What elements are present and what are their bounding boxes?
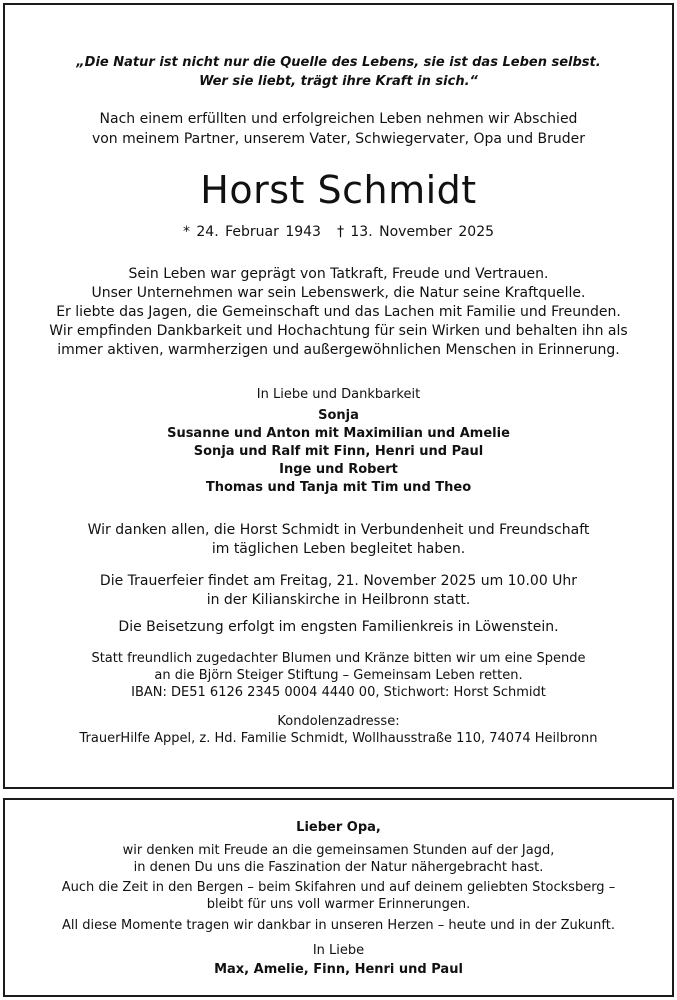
life-dates — [5, 224, 672, 240]
grandchildren-text-line-4: bleibt für uns voll warmer Erinnerungen. — [206, 897, 471, 912]
quote-line-2: Wer sie liebt, trägt ihre Kraft in sich.“ — [199, 74, 478, 89]
grandchildren-text-line-3: Auch die Zeit in den Bergen – beim Skifahren und auf deinem geliebten Stocksberg – — [61, 880, 616, 895]
intro-line-1: Nach einem erfüllten und erfolgreichen Leben nehmen wir Abschied — [99, 111, 578, 127]
donation-line-1: Statt freundlich zugedachter Blumen und Kränze bitten wir um eine Spende — [91, 651, 586, 666]
death-date: † 13. November 2025 — [336, 224, 495, 240]
quote-line-1: „Die Natur ist nicht nur die Quelle des Lebens, sie ist das Leben selbst. — [76, 55, 601, 70]
family-member: Sonja — [318, 408, 359, 423]
family-member: Inge und Robert — [279, 462, 398, 477]
grandchildren-notice — [3, 798, 674, 997]
grandchildren-text-line-2: in denen Du uns die Faszination der Natur nähergebracht hast. — [133, 860, 544, 875]
deceased-name: Horst Schmidt — [200, 168, 477, 212]
donation-line-2: an die Björn Steiger Stiftung – Gemeinsam Leben retten. — [154, 668, 523, 683]
tribute-line-4: Wir empfinden Dankbarkeit und Hochachtung für sein Wirken und behalten ihn als — [49, 323, 628, 339]
grandchildren-signoff: In Liebe — [312, 943, 365, 958]
grandchildren-names: Max, Amelie, Finn, Henri und Paul — [214, 962, 463, 977]
intro-line-2: von meinem Partner, unserem Vater, Schwiegervater, Opa und Bruder — [91, 131, 586, 147]
family-member: Thomas und Tanja mit Tim und Theo — [205, 480, 472, 495]
family-member: Sonja und Ralf mit Finn, Henri und Paul — [193, 444, 484, 459]
tribute-line-2: Unser Unternehmen war sein Lebenswerk, die Natur seine Kraftquelle. — [91, 285, 586, 301]
grandchildren-text-line-5: All diese Momente tragen wir dankbar in unseren Herzen – heute und in der Zukunft. — [62, 918, 615, 933]
obituary-notice — [3, 3, 674, 789]
thanks-line-1: Wir danken allen, die Horst Schmidt in Verbundenheit und Freundschaft — [87, 522, 590, 538]
family-signoff: In Liebe und Dankbarkeit — [256, 387, 421, 402]
tribute-line-1: Sein Leben war geprägt von Tatkraft, Freude und Vertrauen. — [128, 266, 549, 282]
family-member: Susanne und Anton mit Maximilian und Amelie — [167, 426, 510, 441]
tribute-line-3: Er liebte das Jagen, die Gemeinschaft und das Lachen mit Familie und Freunden. — [56, 304, 621, 320]
grandchildren-greeting: Lieber Opa, — [296, 820, 381, 835]
birth-date: * 24. Februar 1943 — [182, 224, 321, 240]
condolence-label: Kondolenzadresse: — [277, 714, 400, 729]
burial-info: Die Beisetzung erfolgt im engsten Familienkreis in Löwenstein. — [118, 619, 559, 635]
condolence-address: TrauerHilfe Appel, z. Hd. Familie Schmidt, Wollhausstraße 110, 74074 Heilbronn — [79, 731, 598, 746]
service-line-1: Die Trauerfeier findet am Freitag, 21. November 2025 um 10.00 Uhr — [99, 573, 578, 589]
grandchildren-text-line-1: wir denken mit Freude an die gemeinsamen Stunden auf der Jagd, — [122, 843, 555, 858]
service-line-2: in der Kilianskirche in Heilbronn statt. — [206, 592, 471, 608]
tribute-line-5: immer aktiven, warmherzigen und außergewöhnlichen Menschen in Erinnerung. — [57, 342, 620, 358]
donation-line-3: IBAN: DE51 6126 2345 0004 4440 00, Stichwort: Horst Schmidt — [131, 685, 546, 700]
thanks-line-2: im täglichen Leben begleitet haben. — [211, 541, 466, 557]
